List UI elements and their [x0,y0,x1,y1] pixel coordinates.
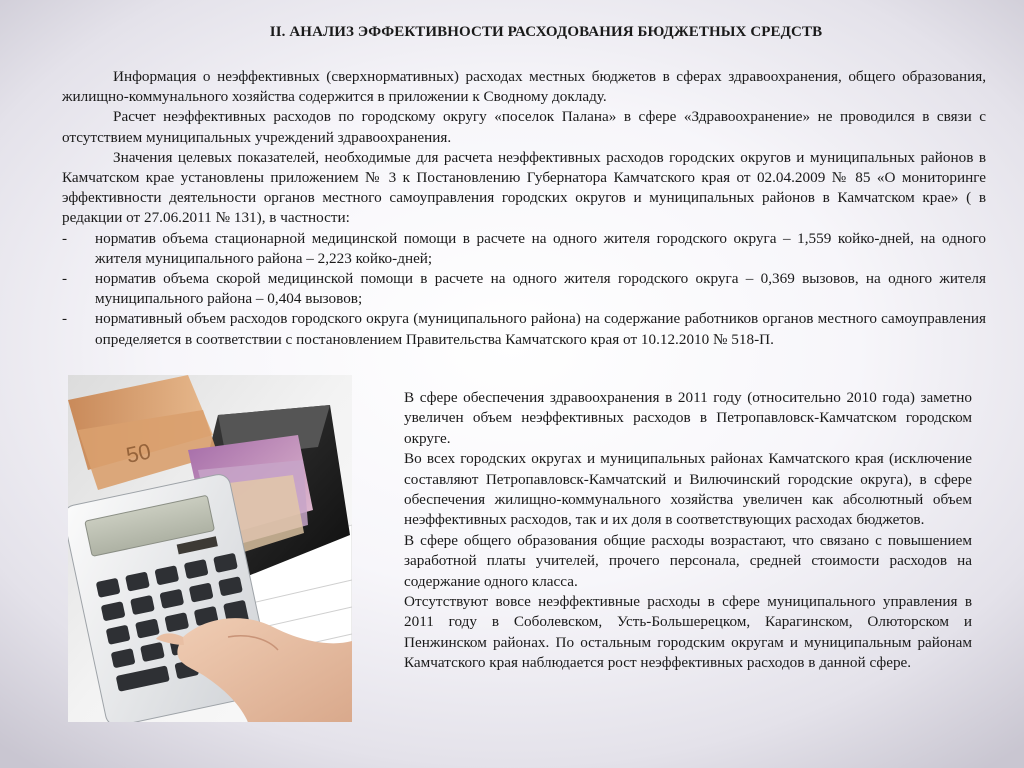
intro-paragraph: Значения целевых показателей, необходимые для расчета неэффективных расходов городских округов и муниципальных районов в Камчатском крае установлены приложением № 3 к Постановлению Губернатора Камчатского края от 02.04.2009 № 85 «О мониторинге эффективности деятельности органов местного самоуправления городских округов и муниципальных районов в Камчатском крае» ( в редакции от 27.06.2011 № 131), в частности: [62,148,986,227]
bullet-marker: - [62,229,68,247]
list-item-text: норматив объема стационарной медицинской помощи в расчете на одного жителя городского округа – 1,559 койко-дней, на одного жителя муниципального района – 2,223 койко-дней; [95,229,986,267]
analysis-paragraph: Во всех городских округах и муниципальных районах Камчатского края (исключение составляют Петропавловск-Камчатский и Вилючинский городские округа), в сфере обеспечения жилищно-коммунального хозяйства увеличен как абсолютный объем неэффективных расходов, так и их доля в соответствующих расходах бюджетов. [404,450,972,529]
bullet-marker: - [62,270,68,288]
analysis-paragraph: В сфере обеспечения здравоохранения в 2011 году (относительно 2010 года) заметно увеличен объем неэффективных расходов в Петропавловск-Камчатском городском округе. [404,389,972,447]
intro-paragraph: Информация о неэффективных (сверхнормативных) расходах местных бюджетов в сферах здравоохранения, общего образования, жилищно-коммунального хозяйства содержится в приложении к Сводному докладу. [62,68,986,106]
analysis-paragraph: В сфере общего образования общие расходы возрастают, что связано с повышением заработной платы учителей, прочего персонала, средней стоимости расходов на содержание одного класса. [404,531,972,590]
banknote-number: 50 [123,438,153,468]
norms-list [62,229,986,350]
calculator-money-photo [68,375,352,722]
analysis-column [404,388,972,674]
bullet-marker: - [62,310,68,328]
page-title: II. АНАЛИЗ ЭФФЕКТИВНОСТИ РАСХОДОВАНИЯ БЮДЖЕТНЫХ СРЕДСТВ [269,24,823,40]
list-item-text: нормативный объем расходов городского округа (муниципального района) на содержание работников органов местного самоуправления определяется в соответствии с постановлением Правительства Камчатского края от 10.12.2010 № 518-П. [95,310,986,348]
analysis-paragraph: Отсутствуют вовсе неэффективные расходы в сфере муниципального управления в 2011 году в Соболевском, Усть-Большерецком, Карагинском, Олюторском и Пенжинском районах. По остальным городским округам и муниципальным районам Камчатского края наблюдается рост неэффективных расходов в данной сфере. [404,593,972,672]
intro-section [62,67,986,350]
list-item-text: норматив объема скорой медицинской помощи в расчете на одного жителя городского округа – 0,369 вызовов, на одного жителя муниципального района – 0,404 вызовов; [95,270,986,308]
intro-paragraph: Расчет неэффективных расходов по городскому округу «поселок Палана» в сфере «Здравоохранение» не проводился в связи с отсутствием муниципальных учреждений здравоохранения. [62,108,986,146]
list-item [62,269,986,309]
list-item [62,229,986,269]
list-item [62,309,986,349]
